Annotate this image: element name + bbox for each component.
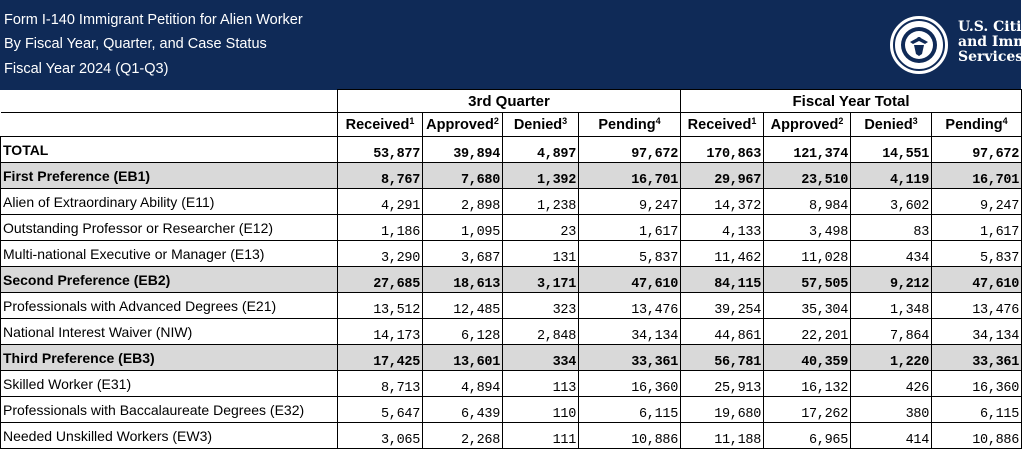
table-row [1,215,1022,241]
column-header-row [1,113,1022,137]
value-cell: 9,247 [932,189,1022,215]
footnote-marker: 3 [912,116,918,126]
value-cell: 97,672 [579,137,681,163]
corner-cell [1,113,338,137]
table-row [1,397,1022,423]
value-cell: 57,505 [764,267,851,293]
value-cell: 1,186 [338,215,423,241]
value-cell: 380 [851,397,932,423]
value-cell: 6,965 [764,423,851,449]
value-cell: 3,290 [338,241,423,267]
column-header-denied [503,113,579,137]
value-cell: 4,119 [851,163,932,189]
column-header-label: Denied [513,117,563,133]
row-label: Multi-national Executive or Manager (E13) [1,241,338,267]
value-cell: 35,304 [764,293,851,319]
value-cell: 29,967 [681,163,764,189]
column-header-label: Pending [598,117,656,133]
table-row [1,423,1022,449]
value-cell: 22,201 [764,319,851,345]
value-cell: 40,359 [764,345,851,371]
value-cell: 3,171 [503,267,579,293]
value-cell: 13,601 [423,345,503,371]
value-cell: 131 [503,241,579,267]
total-row [1,137,1022,163]
value-cell: 13,512 [338,293,423,319]
value-cell: 6,115 [932,397,1022,423]
value-cell: 4,894 [423,371,503,397]
value-cell: 7,680 [423,163,503,189]
value-cell: 323 [503,293,579,319]
value-cell: 56,781 [681,345,764,371]
row-label: Skilled Worker (E31) [1,371,338,397]
value-cell: 4,133 [681,215,764,241]
value-cell: 13,476 [932,293,1022,319]
value-cell: 1,617 [932,215,1022,241]
value-cell: 5,647 [338,397,423,423]
footnote-marker: 1 [751,116,757,126]
footnote-marker: 4 [655,116,661,126]
value-cell: 10,886 [579,423,681,449]
table-row [1,189,1022,215]
row-label: National Interest Waiver (NIW) [1,319,338,345]
value-cell: 111 [503,423,579,449]
group-header-q3: 3rd Quarter [338,90,681,113]
report-subtitle: By Fiscal Year, Quarter, and Case Status [4,36,267,52]
column-header-label: Received [687,117,752,133]
value-cell: 19,680 [681,397,764,423]
report-header [0,0,1029,90]
value-cell: 2,848 [503,319,579,345]
value-cell: 17,425 [338,345,423,371]
value-cell: 53,877 [338,137,423,163]
column-header-pending [932,113,1022,137]
table-row [1,371,1022,397]
row-label: Second Preference (EB2) [1,267,338,293]
value-cell: 16,701 [579,163,681,189]
category-row [1,163,1022,189]
value-cell: 34,134 [579,319,681,345]
column-header-label: Pending [945,117,1003,133]
table-body [1,137,1022,449]
petition-status-table [0,89,1022,449]
column-header-approved [423,113,503,137]
value-cell: 16,360 [579,371,681,397]
value-cell: 83 [851,215,932,241]
dhs-seal-icon [890,16,948,74]
value-cell: 16,701 [932,163,1022,189]
value-cell: 1,392 [503,163,579,189]
value-cell: 14,173 [338,319,423,345]
column-header-received [338,113,423,137]
corner-cell [1,90,338,113]
report-title: Form I-140 Immigrant Petition for Alien Worker [4,12,303,28]
table-row [1,319,1022,345]
value-cell: 3,687 [423,241,503,267]
column-header-denied [851,113,932,137]
value-cell: 17,262 [764,397,851,423]
value-cell: 2,898 [423,189,503,215]
value-cell: 1,220 [851,345,932,371]
table-row [1,241,1022,267]
value-cell: 84,115 [681,267,764,293]
row-label: Professionals with Advanced Degrees (E21) [1,293,338,319]
value-cell: 23 [503,215,579,241]
column-header-pending [579,113,681,137]
row-label: Outstanding Professor or Researcher (E12) [1,215,338,241]
value-cell: 6,439 [423,397,503,423]
value-cell: 2,268 [423,423,503,449]
value-cell: 9,247 [579,189,681,215]
row-label: TOTAL [1,137,338,163]
value-cell: 4,291 [338,189,423,215]
footnote-marker: 1 [409,116,415,126]
value-cell: 11,462 [681,241,764,267]
value-cell: 33,361 [932,345,1022,371]
value-cell: 11,028 [764,241,851,267]
value-cell: 12,485 [423,293,503,319]
value-cell: 3,498 [764,215,851,241]
value-cell: 6,128 [423,319,503,345]
row-label: Professionals with Baccalaureate Degrees (E32) [1,397,338,423]
value-cell: 113 [503,371,579,397]
column-header-label: Approved [426,117,494,133]
value-cell: 16,132 [764,371,851,397]
value-cell: 8,713 [338,371,423,397]
value-cell: 34,134 [932,319,1022,345]
footnote-marker: 2 [838,116,844,126]
row-label: Third Preference (EB3) [1,345,338,371]
value-cell: 47,610 [932,267,1022,293]
row-label: First Preference (EB1) [1,163,338,189]
value-cell: 39,254 [681,293,764,319]
value-cell: 1,348 [851,293,932,319]
value-cell: 1,095 [423,215,503,241]
footnote-marker: 2 [493,116,499,126]
column-header-approved [764,113,851,137]
footnote-marker: 4 [1002,116,1008,126]
value-cell: 33,361 [579,345,681,371]
category-row [1,345,1022,371]
report-period: Fiscal Year 2024 (Q1-Q3) [4,61,169,77]
footnote-marker: 3 [562,116,568,126]
value-cell: 47,610 [579,267,681,293]
value-cell: 16,360 [932,371,1022,397]
value-cell: 10,886 [932,423,1022,449]
value-cell: 8,767 [338,163,423,189]
value-cell: 5,837 [579,241,681,267]
value-cell: 14,551 [851,137,932,163]
column-header-label: Denied [864,117,913,133]
column-header-label: Received [345,117,410,133]
value-cell: 9,212 [851,267,932,293]
value-cell: 6,115 [579,397,681,423]
value-cell: 18,613 [423,267,503,293]
value-cell: 3,065 [338,423,423,449]
value-cell: 5,837 [932,241,1022,267]
value-cell: 11,188 [681,423,764,449]
group-header-row [1,90,1022,113]
value-cell: 44,861 [681,319,764,345]
value-cell: 8,984 [764,189,851,215]
value-cell: 414 [851,423,932,449]
value-cell: 23,510 [764,163,851,189]
value-cell: 14,372 [681,189,764,215]
agency-wordmark: U.S. Citiz and Imm Services [958,19,1029,65]
column-header-received [681,113,764,137]
value-cell: 13,476 [579,293,681,319]
value-cell: 434 [851,241,932,267]
value-cell: 426 [851,371,932,397]
value-cell: 25,913 [681,371,764,397]
value-cell: 3,602 [851,189,932,215]
table-row [1,293,1022,319]
value-cell: 97,672 [932,137,1022,163]
value-cell: 170,863 [681,137,764,163]
value-cell: 7,864 [851,319,932,345]
value-cell: 27,685 [338,267,423,293]
group-header-fy-total: Fiscal Year Total [681,90,1022,113]
column-header-label: Approved [770,117,839,133]
category-row [1,267,1022,293]
value-cell: 110 [503,397,579,423]
value-cell: 1,617 [579,215,681,241]
value-cell: 1,238 [503,189,579,215]
value-cell: 121,374 [764,137,851,163]
value-cell: 334 [503,345,579,371]
row-label: Alien of Extraordinary Ability (E11) [1,189,338,215]
value-cell: 39,894 [423,137,503,163]
value-cell: 4,897 [503,137,579,163]
row-label: Needed Unskilled Workers (EW3) [1,423,338,449]
